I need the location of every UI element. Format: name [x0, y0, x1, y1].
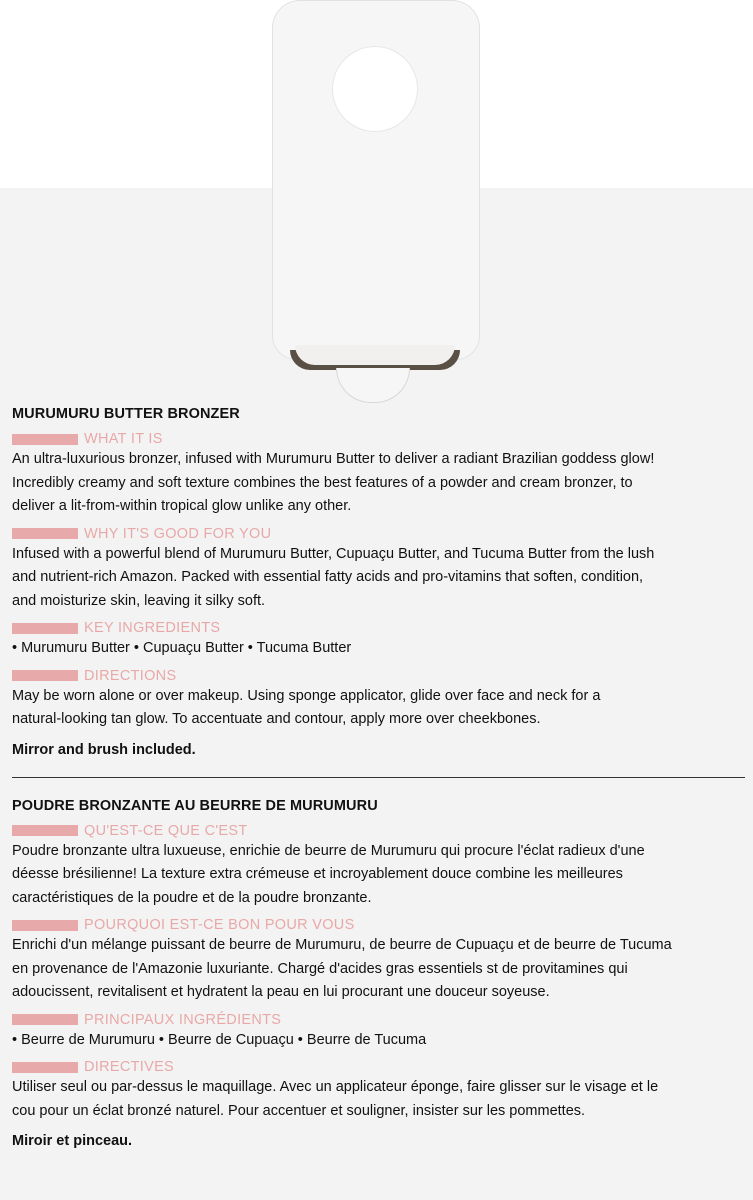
section-heading	[12, 916, 747, 934]
english-block	[12, 404, 747, 760]
heading-accent-bar	[12, 670, 78, 681]
section-heading	[12, 525, 747, 543]
included-note-fr: Miroir et pinceau.	[12, 1133, 133, 1149]
body-line: and nutrient-rich Amazon. Packed with essential fatty acids and pro-vitamins that soften, condition,	[12, 569, 644, 585]
body-line: natural-looking tan glow. To accentuate and contour, apply more over cheekbones.	[12, 711, 541, 727]
body-line: déesse brésilienne! La texture extra crémeuse et incroyablement douce combine les meilleures	[12, 866, 623, 882]
heading-text: POURQUOI EST-CE BON POUR VOUS	[84, 917, 355, 933]
label-text	[12, 404, 747, 1151]
body-line: en provenance de l'Amazonie luxuriante. Chargé d'acides gras essentiels st de provitamines qui	[12, 960, 628, 977]
section-heading	[12, 619, 747, 637]
body-line: Incredibly creamy and soft texture combines the best features of a powder and cream bronzer, to	[12, 474, 633, 491]
body-line: Poudre bronzante ultra luxueuse, enrichie de beurre de Murumuru qui procure l'éclat radieux d'une	[12, 842, 645, 859]
section-directives	[12, 1058, 747, 1123]
heading-text: DIRECTIVES	[84, 1059, 175, 1075]
body-line: An ultra-luxurious bronzer, infused with Murumuru Butter to deliver a radiant Brazilian goddess glow!	[12, 451, 655, 467]
body-line: • Murumuru Butter • Cupuaçu Butter • Tucuma Butter	[12, 640, 352, 656]
section-heading	[12, 1011, 747, 1029]
body-line: and moisturize skin, leaving it silky soft.	[12, 592, 266, 609]
heading-accent-bar	[12, 528, 78, 539]
section-pourquoi	[12, 916, 747, 1005]
hang-hole	[332, 46, 418, 132]
section-principaux-ingredients	[12, 1011, 747, 1053]
included-note-en: Mirror and brush included.	[12, 741, 196, 758]
section-key-ingredients	[12, 619, 747, 661]
heading-text: WHAT IT IS	[84, 431, 163, 447]
french-block	[12, 796, 747, 1152]
section-heading	[12, 667, 747, 685]
heading-accent-bar	[12, 825, 78, 836]
body-line: • Beurre de Murumuru • Beurre de Cupuaçu • Beurre de Tucuma	[12, 1031, 427, 1048]
heading-text: WHY IT'S GOOD FOR YOU	[84, 525, 272, 542]
heading-accent-bar	[12, 434, 78, 445]
body-line: Utiliser seul ou par-dessus le maquillage. Avec un applicateur éponge, faire glisser sur le visage et le	[12, 1079, 659, 1095]
body-line: cou pour un éclat bronzé naturel. Pour accentuer et souligner, insister sur les pommettes.	[12, 1102, 586, 1119]
heading-accent-bar	[12, 920, 78, 931]
body-line: May be worn alone or over makeup. Using sponge applicator, glide over face and neck for a	[12, 687, 601, 704]
language-divider	[12, 777, 745, 778]
product-title-en: MURUMURU BUTTER BRONZER	[12, 406, 240, 422]
section-directions	[12, 667, 747, 732]
product-title-fr: POUDRE BRONZANTE AU BEURRE DE MURUMURU	[12, 797, 378, 814]
section-heading	[12, 430, 747, 448]
section-heading	[12, 822, 747, 840]
heading-text: PRINCIPAUX INGRÉDIENTS	[84, 1011, 282, 1028]
section-what-it-is	[12, 430, 747, 519]
heading-accent-bar	[12, 623, 78, 634]
section-why-good	[12, 525, 747, 614]
body-line: deliver a lit-from-within tropical glow unlike any other.	[12, 498, 352, 514]
body-line: caractéristiques de la poudre et de la poudre bronzante.	[12, 889, 372, 906]
body-line: Enrichi d'un mélange puissant de beurre de Murumuru, de beurre de Cupuaçu et de beurre de Tucuma	[12, 937, 672, 953]
section-heading	[12, 1058, 747, 1076]
heading-text: DIRECTIONS	[84, 667, 177, 684]
heading-text: KEY INGREDIENTS	[84, 620, 221, 636]
heading-text: QU'EST-CE QUE C'EST	[84, 822, 248, 839]
body-line: adoucissent, revitalisent et hydratent la peau en lui procurant une douceur soyeuse.	[12, 984, 550, 1000]
body-line: Infused with a powerful blend of Murumuru Butter, Cupuaçu Butter, and Tucuma Butter from the lush	[12, 545, 655, 562]
section-quest-ce	[12, 822, 747, 911]
heading-accent-bar	[12, 1062, 78, 1073]
heading-accent-bar	[12, 1014, 78, 1025]
tab-notch	[295, 345, 455, 365]
